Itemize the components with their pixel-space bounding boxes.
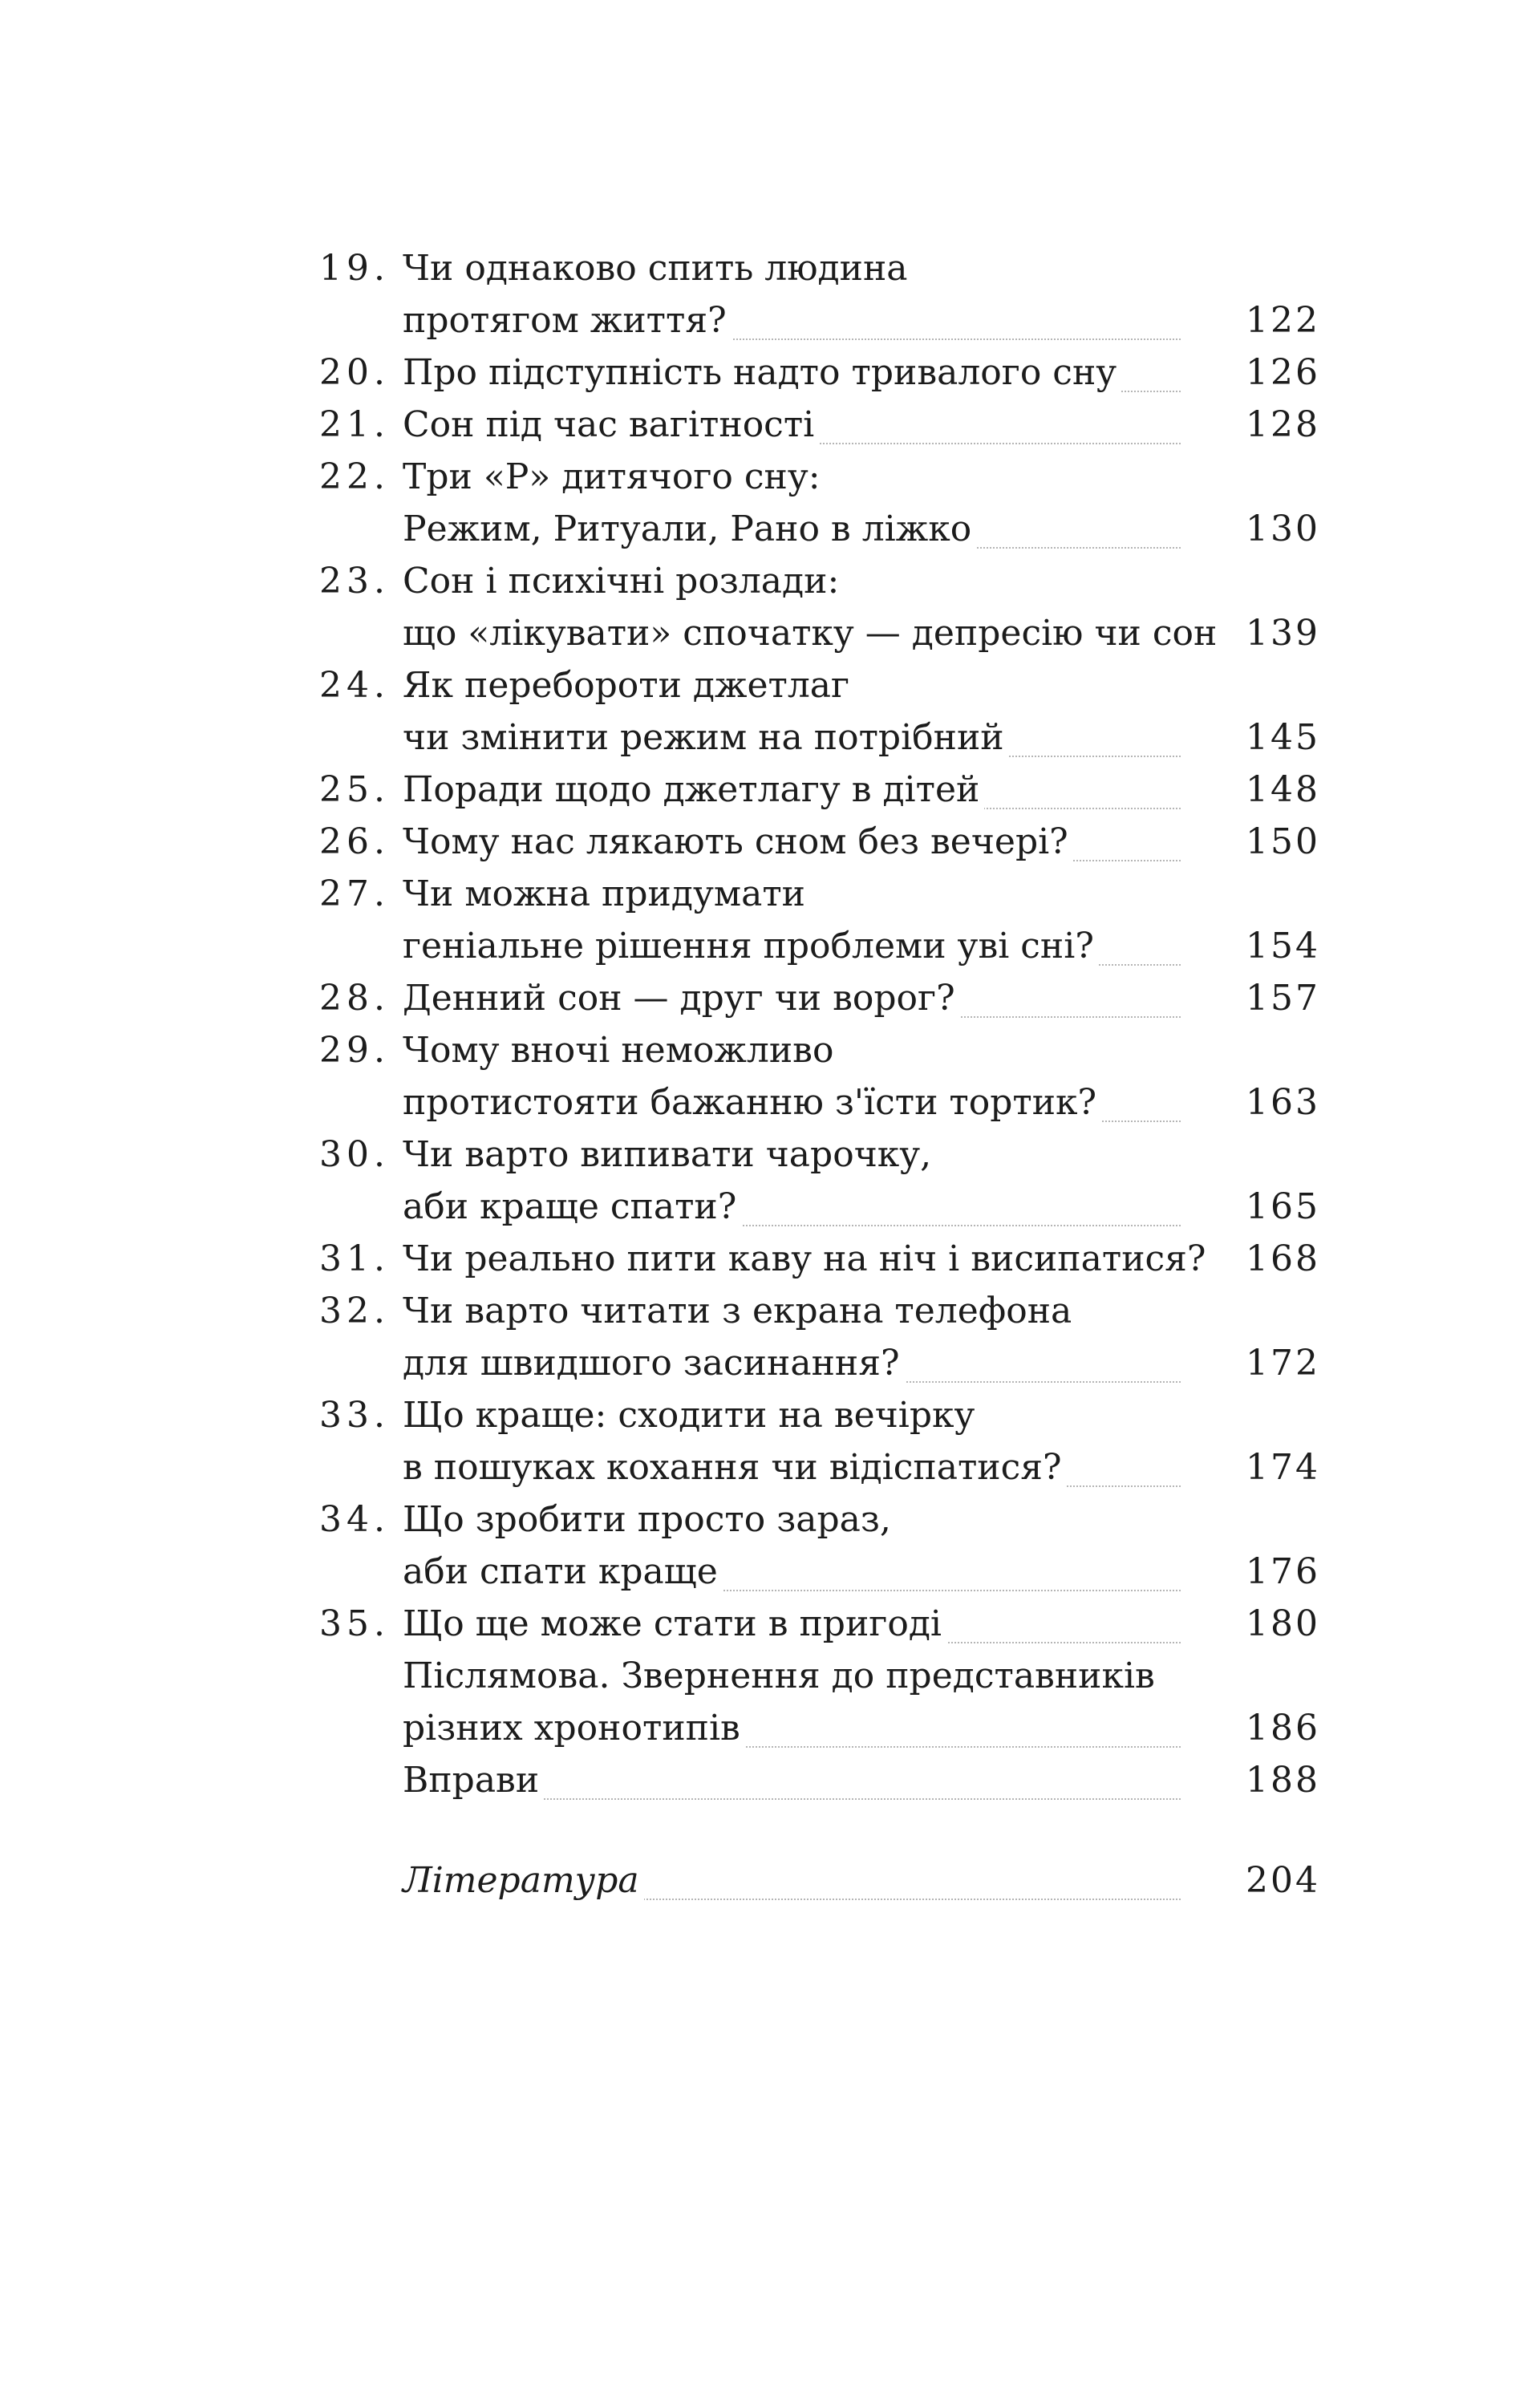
toc-entry-title: протистояти бажанню з'їсти тортик?: [403, 1079, 1101, 1127]
toc-page-number: 188: [1246, 1760, 1320, 1801]
toc-page-number: 204: [1246, 1860, 1320, 1901]
toc-entry-number: 27.: [319, 873, 390, 914]
toc-entry-line: [0, 453, 1540, 503]
toc-entry-number: 26.: [319, 821, 390, 862]
toc-entry-line: [0, 1287, 1540, 1337]
toc-entry-line: [0, 1548, 1540, 1598]
toc-page-number: 186: [1246, 1708, 1320, 1749]
toc-entry-number: 30.: [319, 1134, 390, 1175]
toc-page-number: 128: [1246, 404, 1320, 445]
toc-entry-line: [0, 297, 1540, 346]
toc-entry-title: Що ще може стати в пригоді: [403, 1600, 946, 1648]
toc-entry-line: [0, 766, 1540, 816]
toc-entry-number: 28.: [319, 978, 390, 1019]
toc-entry-title: різних хронотипів: [403, 1704, 745, 1753]
toc-entry-line: [0, 714, 1540, 764]
toc-entry-line: [0, 1857, 1540, 1907]
toc-entry-title: Чи реально пити каву на ніч і висипатися?: [403, 1235, 1211, 1283]
toc-entry-line: [0, 1652, 1540, 1702]
toc-entry-title: геніальне рішення проблеми уві сні?: [403, 922, 1099, 971]
toc-page-number: 157: [1246, 978, 1320, 1019]
toc-entry-title: аби спати краще: [403, 1548, 723, 1596]
toc-entry-title: Денний сон — друг чи ворог?: [403, 975, 960, 1023]
toc-entry-number: 22.: [319, 456, 390, 497]
toc-page-number: 180: [1246, 1603, 1320, 1644]
toc-entry-number: 29.: [319, 1030, 390, 1071]
toc-entry-title: Чи можна придумати: [403, 870, 810, 918]
toc-page-number: 122: [1246, 300, 1320, 341]
toc-entry-title: Чи варто читати з екрана телефона: [403, 1287, 1076, 1335]
toc-page-number: 130: [1246, 509, 1320, 549]
toc-entry-title: Як перебороти джетлаг: [403, 662, 854, 710]
toc-entry-line: [0, 1757, 1540, 1806]
toc-page-number: 168: [1246, 1238, 1320, 1279]
toc-entry-title: Література: [403, 1857, 644, 1905]
toc-entry-title: Чи однаково спить людина: [403, 245, 913, 293]
toc-entry-title: Три «Р» дитячого сну:: [403, 453, 825, 501]
toc-entry-title: Чи варто випивати чарочку,: [403, 1131, 936, 1179]
toc-entry-number: 34.: [319, 1499, 390, 1540]
toc-entry-title: аби краще спати?: [403, 1183, 741, 1231]
toc-entry-line: [0, 1339, 1540, 1389]
toc-entry-number: 19.: [319, 248, 390, 289]
toc-entry-title: протягом життя?: [403, 297, 732, 345]
toc-page-number: 172: [1246, 1343, 1320, 1384]
toc-page-number: 148: [1246, 769, 1320, 810]
toc-entry-line: [0, 1704, 1540, 1754]
toc-entry-line: [0, 870, 1540, 920]
toc-entry-number: 20.: [319, 352, 390, 393]
toc-entry-line: [0, 1235, 1540, 1285]
toc-entry-line: [0, 1444, 1540, 1493]
toc-page-number: 150: [1246, 821, 1320, 862]
toc-entry-line: [0, 1392, 1540, 1441]
toc-page-number: 154: [1246, 926, 1320, 967]
toc-entry-title: Що краще: сходити на вечірку: [403, 1392, 979, 1440]
toc-page-number: 163: [1246, 1082, 1320, 1123]
toc-entry-title: чи змінити режим на потрібний: [403, 714, 1009, 762]
toc-entry-title: Чому вночі неможливо: [403, 1027, 838, 1075]
toc-entry-line: [0, 401, 1540, 451]
toc-entry-number: 25.: [319, 769, 390, 810]
toc-entry-line: [0, 1027, 1540, 1076]
toc-entry-title: Режим, Ритуали, Рано в ліжко: [403, 505, 976, 553]
toc-entry-line: [0, 662, 1540, 711]
toc-entry-line: [0, 1496, 1540, 1546]
toc-entry-line: [0, 975, 1540, 1024]
toc-page-number: 145: [1246, 717, 1320, 758]
toc-entry-number: 23.: [319, 561, 390, 602]
toc-entry-title: Сон під час вагітності: [403, 401, 819, 449]
toc-entry-number: 33.: [319, 1395, 390, 1436]
toc-entry-title: Сон і психічні розлади:: [403, 557, 844, 606]
toc-entry-title: Вправи: [403, 1757, 544, 1805]
toc-entry-line: [0, 557, 1540, 607]
toc-entry-line: [0, 245, 1540, 294]
toc-entry-number: 24.: [319, 665, 390, 706]
toc-entry-line: [0, 1600, 1540, 1650]
toc-page-number: 165: [1246, 1186, 1320, 1227]
toc-entry-title: Про підступність надто тривалого сну: [403, 349, 1121, 397]
toc-entry-line: [0, 922, 1540, 972]
toc-entry-title: Що зробити просто зараз,: [403, 1496, 896, 1544]
toc-entry-line: [0, 1183, 1540, 1233]
toc-entry-title: Післямова. Звернення до представників: [403, 1652, 1160, 1700]
toc-entry-line: [0, 505, 1540, 555]
toc-entry-line: [0, 610, 1540, 659]
toc-entry-title: що «лікувати» спочатку — депресію чи сон: [403, 610, 1222, 658]
toc-entry-title: Поради щодо джетлагу в дітей: [403, 766, 984, 814]
toc-entry-title: Чому нас лякають сном без вечері?: [403, 818, 1073, 866]
toc-entry-title: в пошуках кохання чи відіспатися?: [403, 1444, 1067, 1492]
toc-entry-number: 35.: [319, 1603, 390, 1644]
toc-page-number: 174: [1246, 1447, 1320, 1488]
toc-entry-line: [0, 818, 1540, 868]
toc-entry-number: 32.: [319, 1291, 390, 1331]
toc-entry-title: для швидшого засинання?: [403, 1339, 905, 1388]
toc-entry-line: [0, 1079, 1540, 1129]
toc-page-number: 176: [1246, 1551, 1320, 1592]
toc-page-number: 126: [1246, 352, 1320, 393]
toc-entry-line: [0, 349, 1540, 399]
toc-page-number: 139: [1246, 613, 1320, 654]
toc-entry-number: 21.: [319, 404, 390, 445]
toc-entry-line: [0, 1131, 1540, 1181]
toc-entry-number: 31.: [319, 1238, 390, 1279]
